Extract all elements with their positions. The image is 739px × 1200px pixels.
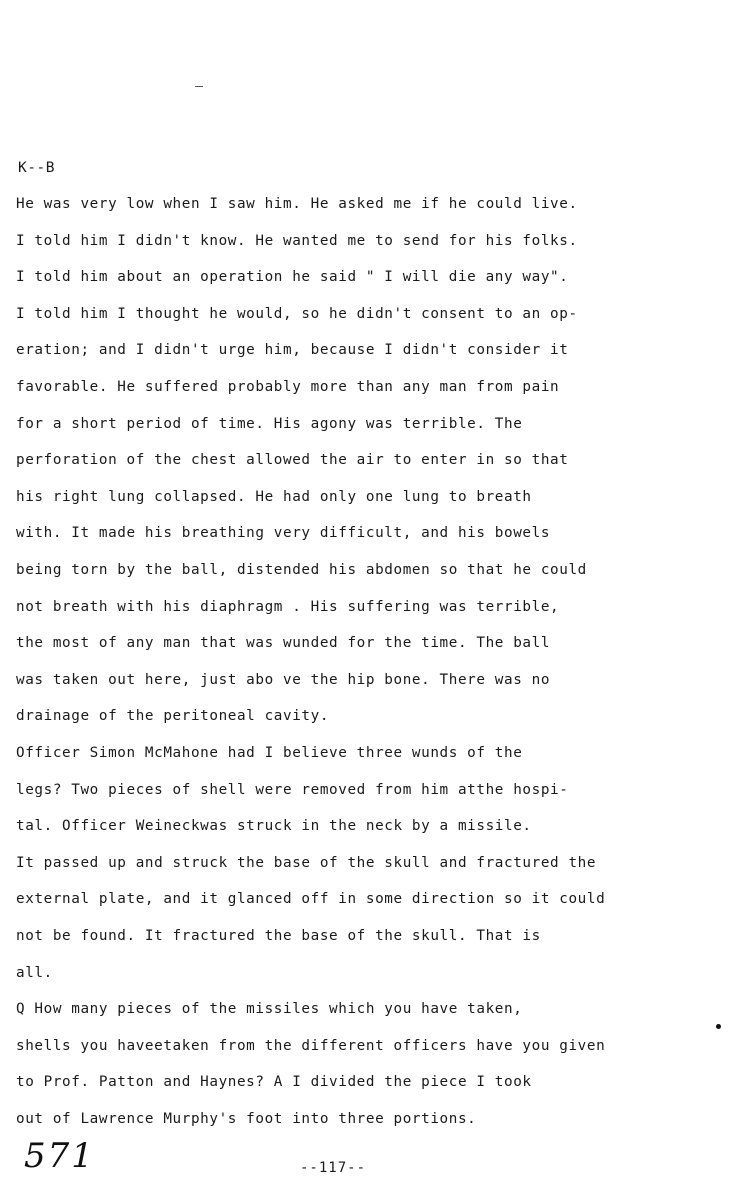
text-line: drainage of the peritoneal cavity. [16,708,330,725]
text-line: shells you haveetaken from the different officers have you given [16,1037,606,1054]
text-line: Officer Simon McMahone had I believe three wunds of the [16,745,523,761]
text-line: I told him I thought he would, so he didn't consent to an op- [16,305,578,322]
text-line: not be found. It fractured the base of the skull. That is [16,928,541,944]
text-line: eration; and I didn't urge him, because I didn't consider it [16,342,569,359]
text-line: favorable. He suffered probably more than any man from pain [16,379,560,395]
text-line: for a short period of time. His agony was terrible. The [16,415,523,432]
text-line: Q How many pieces of the missiles which you have taken, [16,1001,523,1018]
text-line: perforation of the chest allowed the air to enter in so that [16,452,569,469]
text-line: was taken out here, just abo ve the hip bone. There was no [16,671,551,688]
typed-page-number: --117-- [300,1160,367,1176]
text-line: It passed up and struck the base of the skull and fractured the [16,854,597,871]
page-header: K--B [18,160,55,176]
ink-dot [716,1024,721,1029]
text-line: all. [16,964,53,981]
text-line: legs? Two pieces of shell were removed from him atthe hospi- [16,781,569,798]
text-line: being torn by the ball, distended his abdomen so that he could [16,562,587,578]
text-line: with. It made his breathing very difficult, and his bowels [16,525,551,542]
text-line: out of Lawrence Murphy's foot into three portions. [16,1111,477,1127]
text-line: I told him I didn't know. He wanted me to send for his folks. [16,232,578,249]
stray-mark [195,86,203,87]
handwritten-page-number: 571 [24,1136,95,1176]
text-line: tal. Officer Weineckwas struck in the neck by a missile. [16,818,532,835]
text-line: not breath with his diaphragm . His suffering was terrible, [16,598,560,615]
text-line: to Prof. Patton and Haynes? A I divided the piece I took [16,1074,532,1091]
text-line: He was very low when I saw him. He asked me if he could live. [16,196,578,212]
text-line: the most of any man that was wunded for the time. The ball [16,635,551,652]
text-line: his right lung collapsed. He had only one lung to breath [16,488,532,505]
text-line: external plate, and it glanced off in some direction so it could [16,891,606,908]
text-line: I told him about an operation he said " I will die any way". [16,269,569,286]
